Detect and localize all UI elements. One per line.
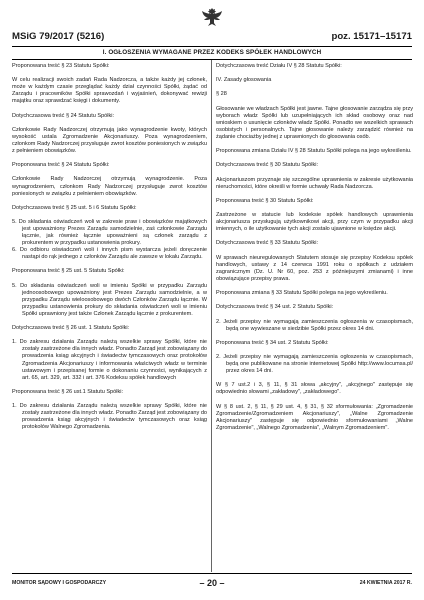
paragraph: Proponowana zmiana § 33 Statutu Spółki polega na jego wykreśleniu. — [216, 290, 388, 297]
paragraph: § 28 — [216, 91, 227, 98]
paragraph: Głosowanie we władzach Spółki jest jawne. Tajne głosowanie zarządza się przy wyborach władz Spółki lub uzupełniających ich skład osobowy oraz nad wnioskiem o usunięcie członków władz Spółki. Ponadto we wszelkich sprawach osobistych i personalnych. Tajne głosowanie należy zarządzić również na żądanie chociażby jednej z uprawnionych do głosowania osób. — [216, 105, 413, 140]
page-header — [12, 31, 412, 45]
numbered-paragraph: 1. Do zakresu działania Zarządu należą wszelkie sprawy Spółki, które nie zostały zastrzeżone dla innych władz. Ponadto Zarząd jest zobowiązany do prowadzenia ksiąg akcyjnych i świadectw tymczasowych oraz protokołów Zgromadzenia Akcjonariuszy i informowania właściwych władz w terminie ustawowym i przepisanej formie o dokonaniu czynności, wynikających z art. 65, art. 329, art. 332 i art. 376 Kodeksu spółek handlowych — [12, 339, 207, 381]
section-title-bar — [12, 46, 412, 60]
paragraph: Proponowana treść § 25 ust. 5 Statutu Spółki: — [12, 268, 125, 275]
paragraph: Dotychczasowa treść § 26 ust. 1 Statutu Spółki: — [12, 325, 130, 332]
paragraph: W § 8 ust. 2, § 11, § 29 ust. 4, § 31, § 32 sformułowania: „Zgromadzenie Zgromadzenie/Zgromadzeniem Akcjonariuszy", „Walne Zgromadzenie Akcjonariuszy" zastępuje się odpowiednio sformułowaniami „Walne Zgromadzenie", „Walnego Zgromadzenia", „Walnym Zgromadzeniem". — [216, 403, 413, 431]
right-column — [216, 63, 413, 439]
paragraph: Proponowana treść § 26 ust.1 Statutu Spółki: — [12, 388, 124, 395]
numbered-paragraph: 2. Jeżeli przepisy nie wymagają zamieszczenia ogłoszenia w czasopismach, będą one publikowane na stronie internetowej Spółki http://www.locumsa.pl/ przez okres 14 dni. — [216, 354, 413, 375]
page-footer — [12, 573, 412, 594]
paragraph: Dotychczasowa treść § 25 ust. 5 i 6 Statutu Spółki: — [12, 204, 137, 211]
numbered-paragraph: 5. Do składania oświadczeń woli w imieniu Spółki w przypadku Zarządu jednoosobowego upoważniony jest Prezes Zarządu samodzielnie, a w przypadku Zarządu wieloosobowego dwóch Członków Zarządu łącznie. W przypadku ustanowienia prokury do składania oświadczeń woli w imieniu Spółki uprawniony jest także Członek Zarządu łącznie z prokurentem. — [12, 282, 207, 317]
paragraph: Członkowie Rady Nadzorczej otrzymują jako wynagrodzenie kwoty, których wysokość ustala Zgromadzenie Akcjonariuszy. Poza wynagrodzeniem, członkom Rady Nadzorczej przysługuje zwrot kosztów poniesionych w związku z pełnieniem obowiązków. — [12, 126, 207, 154]
numbered-paragraph: 1. Do zakresu działania Zarządu należą wszelkie sprawy Spółki, które nie zostały zastrzeżone dla innych władz. Ponadto Zarząd jest zobowiązany do prowadzenia ksiąg akcyjnych i świadectw tymczasowych oraz ksiąg protokołów Walnego Zgromadzenia. — [12, 403, 207, 431]
page-number: – 20 – — [199, 578, 225, 588]
paragraph: W celu realizacji swoich zadań Rada Nadzorcza, a także każdy jej członek, może w każdym czasie przeglądać każdy dział czynności Spółki, żądać od Zarządu i pracowników Spółki sprawozdań i wyjaśnień, dokonywać rewizji majątku oraz sprawdzać księgi i dokumenty. — [12, 77, 207, 105]
position-number: poz. 15171–15171 — [331, 31, 412, 42]
paragraph: W sprawach nieuregulowanych Statutem stosuje się przepisy Kodeksu spółek handlowych, ustawy z 14 czerwca 1991 roku o spółkach z udziałem zagranicznym (Dz. U. Nr 60, poz. 253 z późniejszymi zmianami) i inne obowiązujące przepisy prawa. — [216, 254, 413, 282]
paragraph: Członkowie Rady Nadzorczej otrzymują wynagrodzenie. Poza wynagrodzeniem, członkom Rady Nadzorczej przysługuje zwrot kosztów poniesionych w związku z pełnieniem obowiązków. — [12, 176, 207, 197]
paragraph: Proponowana treść § 30 Statutu Spółki: — [216, 197, 314, 204]
numbered-paragraph: 5. Do składania oświadczeń woli w zakresie praw i obowiązków majątkowych jest upoważniony Prezes Zarządu samodzielnie, zaś członkowie Zarządu łącznie, jak również łącznie upoważnieni są członek zarządu z prokurentem w przypadku ustanowienia prokury. — [12, 219, 207, 247]
paragraph: Akcjonariuszom przyznaje się szczególne uprawnienia w zakresie użytkowania nieruchomości, które określi w formie uchwały Rada Nadzorcza. — [216, 176, 413, 190]
paragraph: Dotychczasowa treść § 30 Statutu Spółki: — [216, 162, 319, 169]
publication-name: MONITOR SĄDOWY I GOSPODARCZY — [12, 580, 107, 586]
paragraph: Proponowana zmiana Działu IV § 28 Statutu Spółki polega na jego wykreśleniu. — [216, 148, 412, 155]
paragraph: Proponowana treść § 24 Statutu Spółki: — [12, 162, 110, 169]
paragraph: W § 7 ust.2 i 3, § 11, § 31 słowa „akcyjny", „akcyjnego" zastępuje się odpowiednio słowami „zakładowy", „zakładowego". — [216, 382, 413, 396]
paragraph: Proponowana treść § 34 ust. 2 Statutu Spółki: — [216, 339, 329, 346]
paragraph: IV. Zasady głosowania — [216, 77, 272, 84]
paragraph: Dotychczasowa treść § 24 Statutu Spółki: — [12, 112, 115, 119]
left-column — [12, 63, 207, 438]
numbered-paragraph: 6. Do odbioru oświadczeń woli i innych pism wystarcza jeżeli doręczenie nastąpi do rąk jednego z członków Zarządu ale zawsze w lokalu Zarządu. — [12, 247, 207, 261]
polish-eagle-emblem-icon — [200, 5, 224, 29]
paragraph: Zastrzeżone w statucie lub kodeksie spółek handlowych uprawnienia akcjonariusza przysługują użytkownikowi akcji, przy czym w przypadku akcji imiennych, o ile użytkowanie tych akcji zostało ujawnione w księdze akcji. — [216, 212, 413, 233]
paragraph: Dotychczasowa treść § 34 ust. 2 Statutu Spółki: — [216, 304, 334, 311]
issue-number: MSiG 79/2017 (5216) — [12, 31, 105, 42]
numbered-paragraph: 2. Jeżeli przepisy nie wymagają zamieszczenia ogłoszenia w czasopismach, będą one wywieszane w siedzibie Spółki przez okres 14 dni. — [216, 318, 413, 332]
column-divider — [211, 60, 212, 572]
paragraph: Proponowana treść § 23 Statutu Spółki: — [12, 63, 110, 69]
publication-date: 24 KWIETNIA 2017 R. — [359, 580, 412, 586]
paragraph: Dotychczasowa treść Działu IV § 28 Statutu Spółki: — [216, 63, 342, 69]
section-title: I. OGŁOSZENIA WYMAGANE PRZEZ KODEKS SPÓŁEK HANDLOWYCH — [102, 49, 322, 56]
paragraph: Dotychczasowa treść § 33 Statutu Spółki: — [216, 240, 319, 247]
